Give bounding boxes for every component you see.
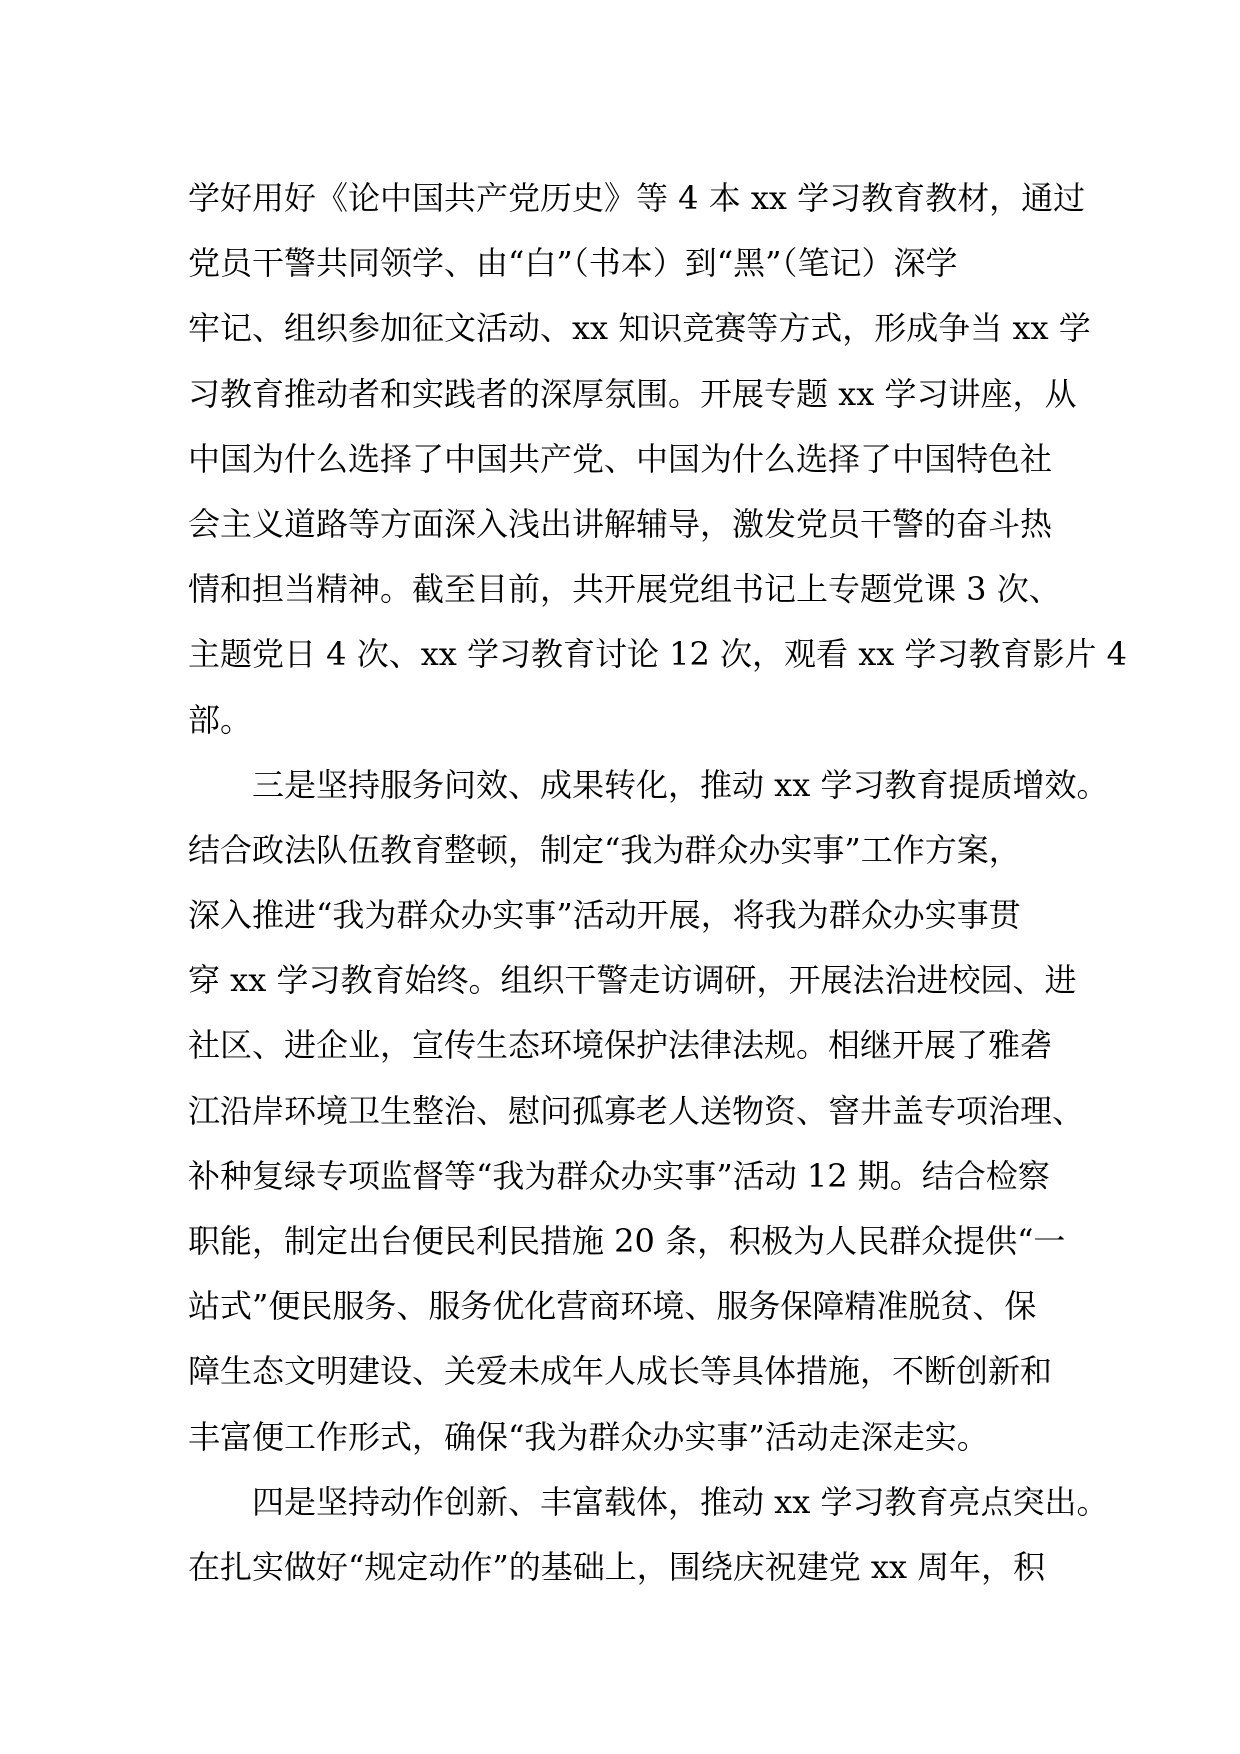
paragraph-2 [188,753,1109,1470]
text-line: 社区、进企业，宣传生态环境保护法律法规。相继开展了雅砻 [188,1026,1053,1065]
text-line: 部。 [188,700,253,739]
text-line: 障生态文明建设、关爱未成年人成长等具体措施，不断创新和 [188,1352,1053,1391]
text-line: 在扎实做好“规定动作”的基础上，围绕庆祝建党 xx 周年，积 [188,1547,1046,1586]
text-line-first: 四是坚持动作创新、丰富载体，推动 xx 学习教育亮点突出。 [252,1482,1109,1521]
text-line: 学好用好《论中国共产党历史》等 4 本 xx 学习教育教材，通过 [188,179,1086,217]
paragraph-1 [188,166,1128,753]
text-line: 站式”便民服务、服务优化营商环境、服务保障精准脱贫、保 [188,1287,1037,1326]
text-line-first: 三是坚持服务问效、成果转化，推动 xx 学习教育提质增效。 [252,765,1109,804]
text-line: 习教育推动者和实践者的深厚氛围。开展专题 xx 学习讲座，从 [188,374,1077,413]
text-line: 丰富便工作形式，确保“我为群众办实事”活动走深走实。 [188,1417,989,1456]
text-line: 党员干警共同领学、由“白”（书本）到“黑”（笔记）深学 [188,244,958,283]
text-line: 深入推进“我为群众办实事”活动开展，将我为群众办实事贯 [188,896,1021,935]
text-line: 补种复绿专项监督等“我为群众办实事”活动 12 期。结合检察 [188,1156,1050,1195]
text-line: 会主义道路等方面深入浅出讲解辅导，激发党员干警的奋斗热 [188,504,1053,543]
text-line: 中国为什么选择了中国共产党、中国为什么选择了中国特色社 [188,439,1053,478]
text-line: 主题党日 4 次、xx 学习教育讨论 12 次，观看 xx 学习教育影片 4 [188,635,1128,674]
text-line: 牢记、组织参加征文活动、xx 知识竞赛等方式，形成争当 xx 学 [188,309,1091,348]
text-line: 职能，制定出台便民利民措施 20 条，积极为人民群众提供“一 [188,1222,1066,1260]
text-line: 情和担当精神。截至目前，共开展党组书记上专题党课 3 次、 [188,570,1061,609]
text-line: 结合政法队伍教育整顿，制定“我为群众办实事”工作方案， [188,830,1021,869]
text-line: 江沿岸环境卫生整治、慰问孤寡老人送物资、窨井盖专项治理、 [188,1091,1085,1130]
document-body [188,166,1128,1600]
paragraph-3 [188,1470,1109,1600]
text-line: 穿 xx 学习教育始终。组织干警走访调研，开展法治进校园、进 [188,961,1077,1000]
